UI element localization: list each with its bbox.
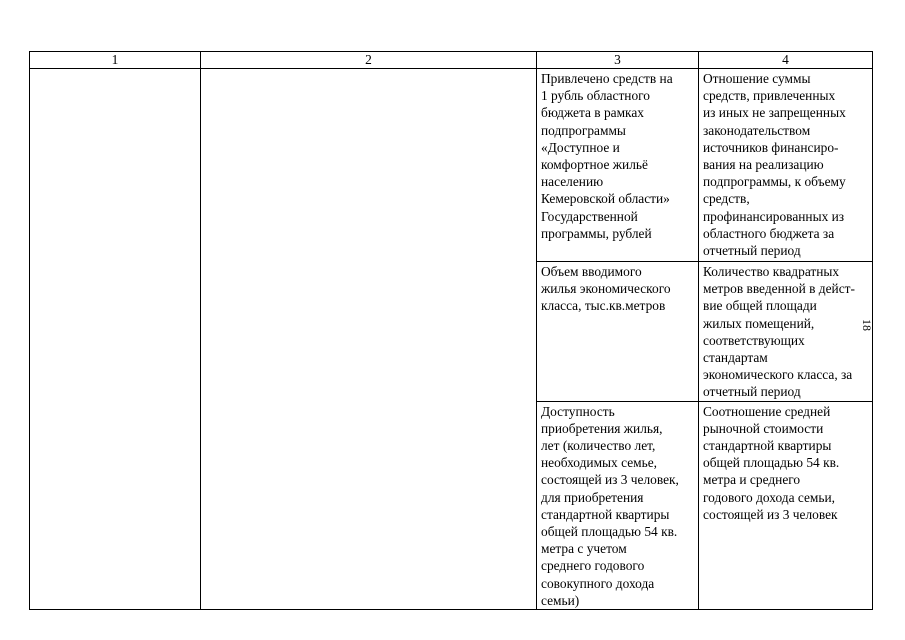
- indicators-table: [29, 51, 873, 610]
- cell-text-line: общей площадью 54 кв.: [703, 455, 840, 471]
- indicator-cell: [537, 401, 699, 609]
- cell-text-line: стандартам: [703, 350, 768, 366]
- cell-text-line: класса, тыс.кв.метров: [541, 298, 666, 314]
- cell-text-line: метра с учетом: [541, 541, 627, 557]
- cell-text-line: источников финансиро-: [703, 139, 839, 155]
- cell-text-line: жилья экономического: [541, 281, 671, 297]
- cell-text-line: бюджета в рамках: [541, 105, 644, 121]
- cell-text-line: среднего годового: [541, 558, 645, 574]
- header-col-4: 4: [699, 52, 873, 69]
- cell-text-line: Кемеровской области»: [541, 191, 670, 207]
- cell-text-line: состоящей из 3 человек: [703, 506, 838, 522]
- cell-text-line: подпрограммы: [541, 122, 626, 138]
- cell-text-line: семьи): [541, 592, 580, 608]
- header-col-3: 3: [537, 52, 699, 69]
- col-1-cell: [30, 69, 201, 610]
- method-cell: [699, 401, 873, 609]
- cell-text-line: Соотношение средней: [703, 403, 831, 419]
- cell-text-line: приобретения жилья,: [541, 420, 663, 436]
- cell-text-line: лет (количество лет,: [541, 438, 656, 454]
- cell-text-line: стандартной квартиры: [541, 506, 670, 522]
- cell-text-line: необходимых семье,: [541, 455, 658, 471]
- cell-text-line: общей площадью 54 кв.: [541, 524, 678, 540]
- indicator-cell: [537, 69, 699, 262]
- cell-text-line: Отношение суммы: [703, 71, 811, 86]
- cell-text-line: Привлечено средств на: [541, 71, 673, 86]
- indicator-cell: [537, 262, 699, 402]
- cell-text-line: средств, привлеченных: [703, 88, 836, 104]
- header-col-2: 2: [201, 52, 537, 69]
- page-number: 18: [860, 319, 874, 331]
- cell-text-line: подпрограммы, к объему: [703, 174, 846, 190]
- cell-text-line: годового дохода семьи,: [703, 489, 836, 505]
- cell-text-line: метров введенной в дейст-: [703, 281, 855, 297]
- cell-text-line: соответствующих: [703, 332, 805, 348]
- cell-text-line: законодательством: [703, 122, 811, 138]
- cell-text-line: отчетный период: [703, 243, 801, 259]
- cell-text-line: комфортное жильё: [541, 157, 648, 173]
- cell-text-line: Объем вводимого: [541, 264, 642, 279]
- cell-text-line: метра и среднего: [703, 472, 801, 488]
- cell-text-line: для приобретения: [541, 489, 644, 505]
- method-cell: [699, 262, 873, 402]
- cell-text-line: 1 рубль областного: [541, 88, 651, 104]
- cell-text-line: Количество квадратных: [703, 264, 840, 279]
- cell-text-line: стандартной квартиры: [703, 438, 832, 454]
- cell-text-line: состоящей из 3 человек,: [541, 472, 679, 488]
- cell-text-line: вания на реализацию: [703, 157, 824, 173]
- cell-text-line: Государственной: [541, 208, 638, 224]
- header-col-1: 1: [30, 52, 201, 69]
- cell-text-line: профинансированных из: [703, 208, 845, 224]
- table-header-row: [30, 52, 873, 69]
- cell-text-line: Доступность: [541, 403, 615, 419]
- cell-text-line: «Доступное и: [541, 139, 620, 155]
- cell-text-line: отчетный период: [703, 384, 801, 400]
- col-2-cell: [201, 69, 537, 610]
- cell-text-line: программы, рублей: [541, 225, 652, 241]
- cell-text-line: средств,: [703, 191, 750, 207]
- table-row: [30, 69, 873, 262]
- cell-text-line: областного бюджета за: [703, 225, 835, 241]
- method-cell: [699, 69, 873, 262]
- cell-text-line: населению: [541, 174, 604, 190]
- cell-text-line: совокупного дохода: [541, 575, 655, 591]
- cell-text-line: экономического класса, за: [703, 367, 853, 383]
- cell-text-line: жилых помещений,: [703, 315, 815, 331]
- cell-text-line: рыночной стоимости: [703, 420, 824, 436]
- cell-text-line: из иных не запрещенных: [703, 105, 846, 121]
- cell-text-line: вие общей площади: [703, 298, 817, 314]
